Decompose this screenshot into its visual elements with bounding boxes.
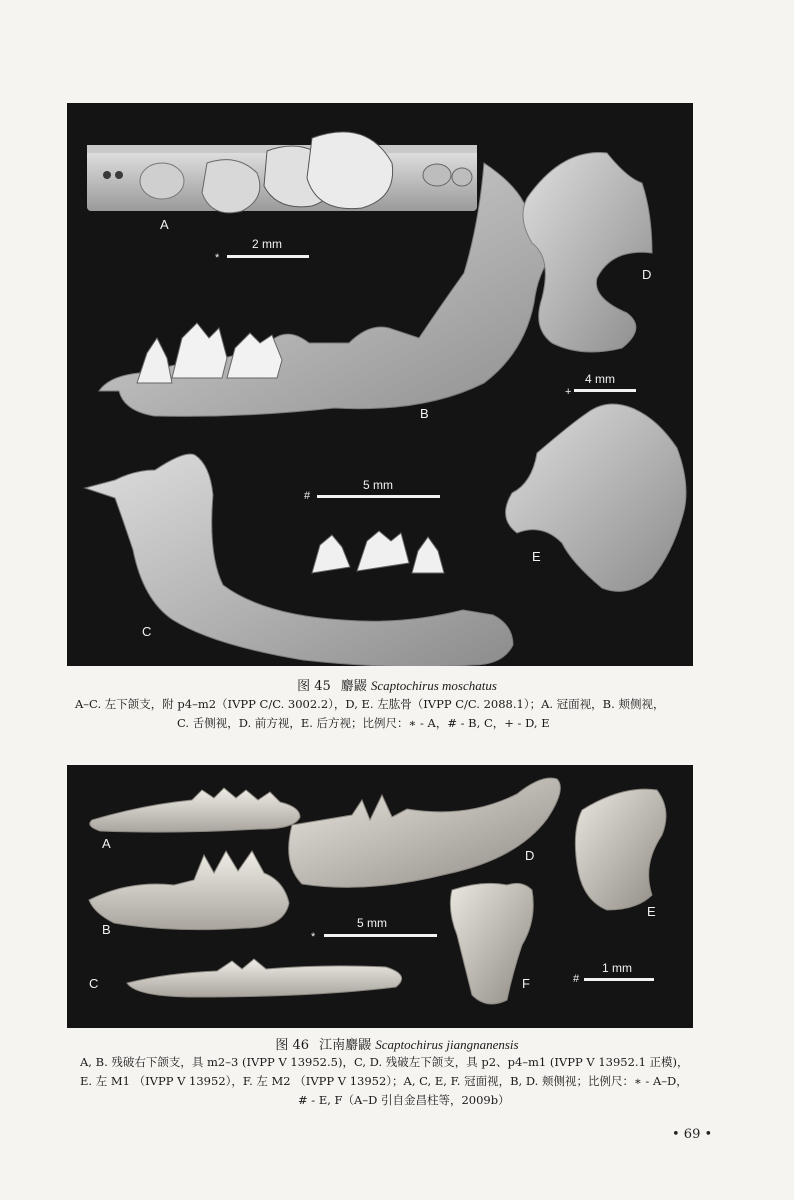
scale-bar-line (584, 978, 654, 981)
panel-label-f: F (522, 976, 530, 991)
figure-45-title (0, 675, 794, 694)
panel-label-a: A (160, 217, 169, 232)
species-latin-name: Scaptochirus jiangnanensis (375, 1037, 519, 1052)
fossil-a-jaw (90, 788, 300, 832)
fossil-a-occlusal-jaw (87, 132, 477, 213)
page-number: • 69 • (672, 1127, 713, 1142)
scale-bar-label: 4 mm (585, 372, 615, 386)
figure-46-title (0, 1034, 794, 1053)
scale-bar-line (317, 495, 440, 498)
figure-46-fossil-photographs (67, 765, 693, 1028)
caption-line: E. 左 M1 （IVPP V 13952），F. 左 M2 （IVPP V 13952）；A, C, E, F. 冠面视，B, D. 颊侧视；比例尺：∗ - A–D， (80, 1074, 688, 1088)
figure-46-plate (67, 765, 693, 1028)
scale-bar-mark: * (311, 931, 316, 943)
fossil-d-humerus-anterior (523, 153, 652, 352)
panel-label-b: B (420, 406, 429, 421)
fossil-d-jaw (289, 778, 561, 887)
fossil-e-tooth-m1 (575, 789, 666, 910)
caption-line: # - E, F（A–D 引自金昌柱等，2009b） (298, 1093, 510, 1107)
scale-bar-label: 5 mm (363, 478, 393, 492)
scale-bar-mark: + (565, 386, 572, 398)
caption-line: A, B. 残破右下颌支，具 m2–3 (IVPP V 13952.5)，C, D. 残破左下颌支，具 p2、p4–m1 (IVPP V 13952.1 正模)， (80, 1055, 689, 1069)
caption-line: C. 舌侧视，D. 前方视，E. 后方视；比例尺：∗ - A，# - B, C，+ - D, E (177, 716, 550, 730)
caption-line: A–C. 左下颌支，附 p4–m2（IVPP C/C. 3002.2），D, E. 左肱骨（IVPP C/C. 2088.1）；A. 冠面视，B. 颊侧视， (75, 697, 665, 711)
scale-bar-mark: # (573, 973, 580, 985)
fossil-b-jaw (89, 851, 289, 930)
panel-label-e: E (647, 904, 656, 919)
figure-number: 图 45 (297, 679, 331, 694)
scale-bar-mark: # (304, 490, 311, 502)
figure-45-plate (67, 103, 693, 666)
species-chinese-name: 麝鼹 (340, 679, 367, 694)
scale-bar-label: 2 mm (252, 237, 282, 251)
figure-46-caption (80, 1053, 720, 1110)
panel-label-c: C (89, 976, 99, 991)
fossil-c-jaw (127, 959, 402, 997)
species-latin-name: Scaptochirus moschatus (370, 678, 497, 693)
scale-bar-mark: * (215, 252, 220, 264)
panel-label-b: B (102, 922, 111, 937)
panel-label-d: D (525, 848, 535, 863)
panel-label-c: C (142, 624, 152, 639)
panel-label-a: A (102, 836, 111, 851)
scale-bar-line (574, 389, 636, 392)
fossil-f-tooth-m2 (450, 883, 533, 1004)
figure-number: 图 46 (275, 1038, 310, 1053)
species-chinese-name: 江南麝鼹 (319, 1038, 372, 1053)
scale-bar-line (324, 934, 437, 937)
scale-bar-label: 5 mm (357, 916, 387, 930)
scale-bar-label: 1 mm (602, 961, 632, 975)
panel-label-d: D (642, 267, 652, 282)
scale-bar-line (227, 255, 309, 258)
panel-label-e: E (532, 549, 541, 564)
figure-45-caption (75, 695, 715, 733)
